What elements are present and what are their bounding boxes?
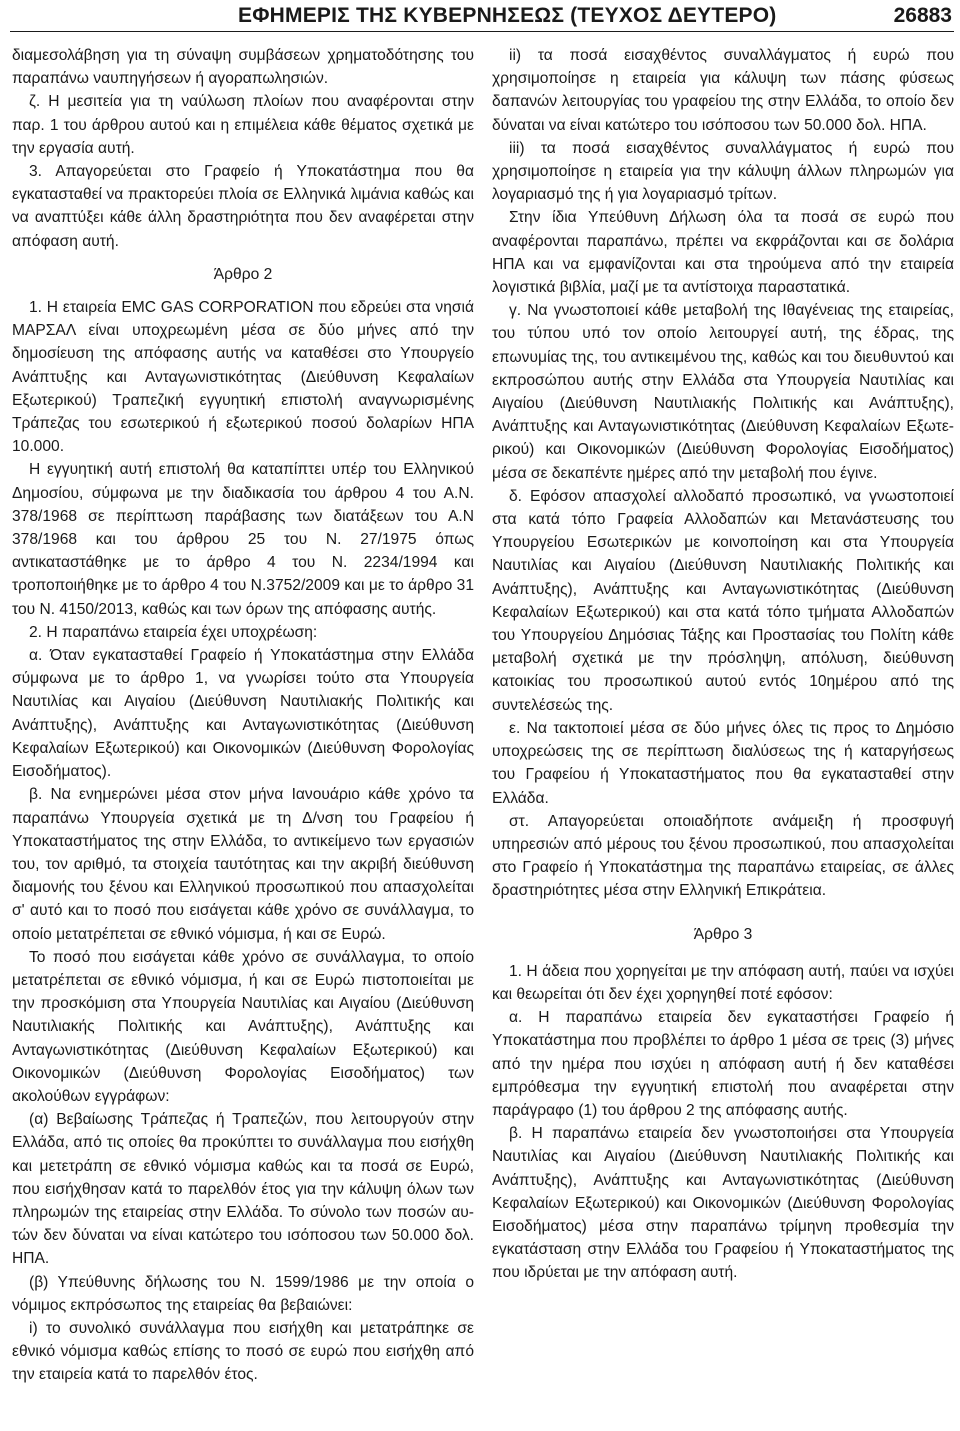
page-header (0, 0, 960, 34)
header-divider (10, 31, 954, 32)
paragraph: (α) Βεβαίωσης Τράπεζας ή Τραπεζών, που λειτουργούν στην Ελλάδα, από τις οποίες θα προκύπτει το συνάλλαγμα που εισήχθη και μετετράπη σε εθνικό νόμισμα καθώς και τα ποσά σε Ευρώ, που εισήχθησαν κατά το παρελθόν έτος για την κάλυψη όλων των πληρωμών της εταιρείας στην Ελλάδα. Το σύνολο των ποσών αυτών δεν δύναται να είναι κατώτερο του ισόποσου των 50.000 δολ. ΗΠΑ. (12, 1111, 474, 1268)
paragraph: Το ποσό που εισάγεται κάθε χρόνο σε συνάλλαγμα, το οποίο μετατρέπεται σε εθνικό νόμισμα, ή και σε Ευρώ πιστοποιείται με την προσκόμιση στα Υπουργεία Ναυτιλίας και Αιγαίου (Διεύθυνση Ναυτιλιακής Πολιτικής και Ανάπτυξης), Ανάπτυξης και Ανταγωνιστικότητας (Διεύθυνση Κεφαλαίων Εξωτερικού) και Οικονομικών (Διεύθυνση Φορολογίας Εισοδήματος) των ακολούθων εγγράφων: (12, 948, 474, 1105)
paragraph: β. Να ενημερώνει μέσα στον μήνα Ιανουάριο κάθε χρόνο τα παραπάνω Υπουργεία σχετικά με τη Δ/νση του Γραφείου ή Υποκαταστήματος της στην Ελλάδα, το αντικείμενο των εργασιών του, τον αριθμό, τα στοιχεία ταυτότητας και την ακριβή διεύθυνση διαμονής του ξένου και Ελληνικού προσωπικού που απασχολείται σ' αυτό και το ποσό που εισάγεται κάθε χρόνο σε συνάλλαγμα, το οποίο μετατρέπεται σε εθνικό νόμισμα, ή και σε Ευρώ. (12, 786, 474, 943)
left-column (12, 44, 474, 1387)
paragraph: Η εγγυητική αυτή επιστολή θα καταπίπτει υπέρ του Ελληνικού Δημοσίου, σύμφωνα με την διαδικασία του άρθρου 4 του Α.Ν. 378/1968 σε περίπτωση παράβασης των διατάξεων του Α.Ν 378/1968 και του άρθρου 25 του Ν. 27/1975 όπως αντικαταστάθηκε με το άρθρο 4 του Ν. 2234/1994 και τροποποιήθηκε με το άρθρο 4 του Ν.3752/2009 και με το άρθρο 31 του Ν. 4150/2013, καθώς και των όρων της απόφασης αυτής. (12, 461, 474, 618)
paragraph: ε. Να τακτοποιεί μέσα σε δύο μήνες όλες τις προς το Δημόσιο υποχρεώσεις της σε περίπτωση διαλύσεως της ή καταργήσεως του Γραφείου ή Υποκαταστήματος που θα εγκατασταθεί στην Ελλάδα. (492, 719, 954, 807)
paragraph: iii) τα ποσά εισαχθέντος συναλλάγματος ή ευρώ που χρησιμοποίησε η εταιρεία για την κάλυψη άλλων πληρωμών για λογαριασμό της ή για λογαριασμό τρίτων. (492, 139, 954, 204)
paragraph: δ. Εφόσον απασχολεί αλλοδαπό προσωπικό, να γνωστοποιεί στα κατά τόπο Γραφεία Αλλοδαπών και Μετανάστευσης του Υπουργείου Εσωτερικών με κοινοποίηση και στα Υπουργεία Ναυτιλίας και Αιγαίου (Διεύθυνση Ναυτιλιακής Πολιτικής και Ανάπτυξης), Ανάπτυξης και Ανταγωνιστικότητας (Διεύθυνση Κεφαλαίων Εξωτερικού) και στα κατά τόπο τμήματα Αλλοδαπών του Υπουργείου Δημόσιας Τάξης και Προστασίας του Πολίτη κάθε μεταβολή σχετικά με την πρόσληψη, απόλυση, διεύθυνση κατοικίας του προσωπικού αυτού εντός 10ημέρου από της συντελέσεώς της. (492, 487, 954, 714)
article-3-heading: Άρθρο 3 (693, 925, 753, 943)
paragraph: β. Η παραπάνω εταιρεία δεν γνωστοποιήσει στα Υπουργεία Ναυτιλίας και Αιγαίου (Διεύθυνση Ναυτιλιακής Πολιτικής και Ανάπτυξης), Ανάπτυξης και Ανταγωνιστικότητας (Διεύθυνση Κεφαλαίων Εξωτερικού) και Οικονομικών (Διεύθυνση Φορολογίας Εισοδήματος) μέσα στην παραπάνω τρίμηνη προθεσμία την εγκατάσταση στην Ελλάδα του Γραφείου ή Υποκαταστήματος της που ιδρύεται με την απόφαση αυτή. (492, 1125, 954, 1282)
paragraph: 3. Απαγορεύεται στο Γραφείο ή Υποκατάστημα που θα εγκατασταθεί να πρακτορεύει πλοία σε Ελληνικά λιμάνια καθώς και να αναπτύξει κάθε άλλη δραστηριότητα που δεν αναφέρεται στην απόφαση αυτή. (12, 163, 474, 250)
paragraph: α. Όταν εγκατασταθεί Γραφείο ή Υποκατάστημα στην Ελλάδα σύμφωνα με το άρθρο 1, να γνωρίσει τούτο στα Υπουργεία Ναυτιλίας και Αιγαίου (Διεύθυνση Ναυτιλιακής Πολιτικής και Ανάπτυξης), Ανάπτυξης και Ανταγωνιστικότητας (Διεύθυνση Κεφαλαίων Εξωτερικού) και Οικονομικών (Διεύθυνση Φορολογίας Εισοδήματος). (12, 647, 474, 781)
paragraph: διαμεσολάβηση για τη σύναψη συμβάσεων χρηματοδότησης του παραπάνω ναυπηγήσεων ή αγοραπωλησιών. (12, 47, 474, 88)
right-column (492, 44, 954, 1285)
paragraph: ii) τα ποσά εισαχθέντος συναλλάγματος ή ευρώ που χρησιμοποίησε η εταιρεία για κάλυψη των πάσης φύσεως δαπανών λειτουργίας του γραφείου της στην Ελλάδα, το οποίο δεν δύναται να είναι κατώτερο του ισόποσου των 50.000 δολ. ΗΠΑ. (492, 47, 954, 134)
paragraph: 1. Η άδεια που χορηγείται με την απόφαση αυτή, παύει να ισχύει και θεωρείται ότι δεν έχει χορηγηθεί ποτέ εφόσον: (492, 962, 954, 1003)
paragraph: Στην ίδια Υπεύθυνη Δήλωση όλα τα ποσά σε ευρώ που αναφέρονται παραπάνω, πρέπει να εκφράζονται και σε δολάρια ΗΠΑ και να εμφανίζονται και στα τηρούμενα από την εταιρεία λογιστικά βιβλία, μαζί με τα αντίστοιχα παραστατικά. (492, 209, 954, 297)
paragraph: στ. Απαγορεύεται οποιαδήποτε ανάμειξη ή προσφυγή υπηρεσιών από μέρους του ξένου προσωπικού, που απασχολείται στο Γραφείο ή Υποκατάστημα της παραπάνω εταιρείας, σε άλλες δραστηριότητες μέσα στην Ελληνική Επικράτεια. (492, 812, 954, 900)
page-number: 26883 (893, 4, 952, 27)
paragraph: 2. Η παραπάνω εταιρεία έχει υποχρέωση: (29, 623, 318, 641)
article-2-heading: Άρθρο 2 (213, 265, 273, 283)
paragraph: ζ. Η μεσιτεία για τη ναύλωση πλοίων που αναφέρονται στην παρ. 1 του άρθρου αυτού και η επιμέλεια κάθε θέματος σχετικά με την εργασία αυτή. (12, 93, 474, 157)
paragraph: i) το συνολικό συνάλλαγμα που εισήχθη και μετατράπηκε σε εθνικό νόμισμα καθώς επίσης το ποσό σε ευρώ που εισήχθη από την εταιρεία κατά το παρελθόν έτος. (12, 1319, 474, 1384)
paragraph: 1. Η εταιρεία EMC GAS CORPORATION που εδρεύει στα νησιά ΜΑΡΣΑΛ είναι υποχρεωμένη μέσα σε δύο μήνες από την δημοσίευση της απόφασης αυτής να καταθέσει στο Υπουργείο Ανάπτυξης και Ανταγωνιστικότητας (Διεύθυνση Κεφαλαίων Εξωτερικού) Τραπεζική εγγυητική επιστολή αναγνωρισμένης Τράπεζας του εσωτερικού ή εξωτερικού ποσού δολαρίων ΗΠΑ 10.000. (12, 299, 474, 456)
gazette-title: ΕΦΗΜΕΡΙΣ ΤΗΣ ΚΥΒΕΡΝΗΣΕΩΣ (ΤΕΥΧΟΣ ΔΕΥΤΕΡΟ) (238, 4, 777, 27)
paragraph: (β) Υπεύθυνης δήλωσης του Ν. 1599/1986 με την οποία ο νόμιμος εκπρόσωπος της εταιρείας θα βεβαιώνει: (12, 1273, 474, 1314)
paragraph: α. Η παραπάνω εταιρεία δεν εγκαταστήσει Γραφείο ή Υποκατάστημα που προβλέπει το άρθρο 1 μέσα σε τρεις (3) μήνες από την ημέρα που ισχύει η απόφαση αυτή ή δεν καταθέσει εμπρόθεσμα την εγγυητική επιστολή που αναφέρεται στην παράγραφο (1) του άρθρου 2 της απόφασης αυτής. (492, 1009, 954, 1119)
paragraph: γ. Να γνωστοποιεί κάθε μεταβολή της Ιθαγένειας της εταιρείας, του τύπου υπό τον οποίο λειτουργεί αυτή, της έδρας, της επωνυμίας της, του αντικειμένου της, καθώς και του διευθυντού και εκπροσώπου αυτής στην Ελλάδα στα Υπουργεία Ναυτιλίας και Αιγαίου (Διεύθυνση Ναυτιλιακής Πολιτικής και Ανάπτυξης), Ανάπτυξης και Ανταγωνιστικότητας (Διεύθυνση Κεφαλαίων Εξωτερικού) και Οικονομικών (Διεύθυνση Φορολογίας Εισοδήματος) μέσα σε δεκαπέντε ημέρες από την μεταβολή που έγινε. (492, 302, 954, 482)
